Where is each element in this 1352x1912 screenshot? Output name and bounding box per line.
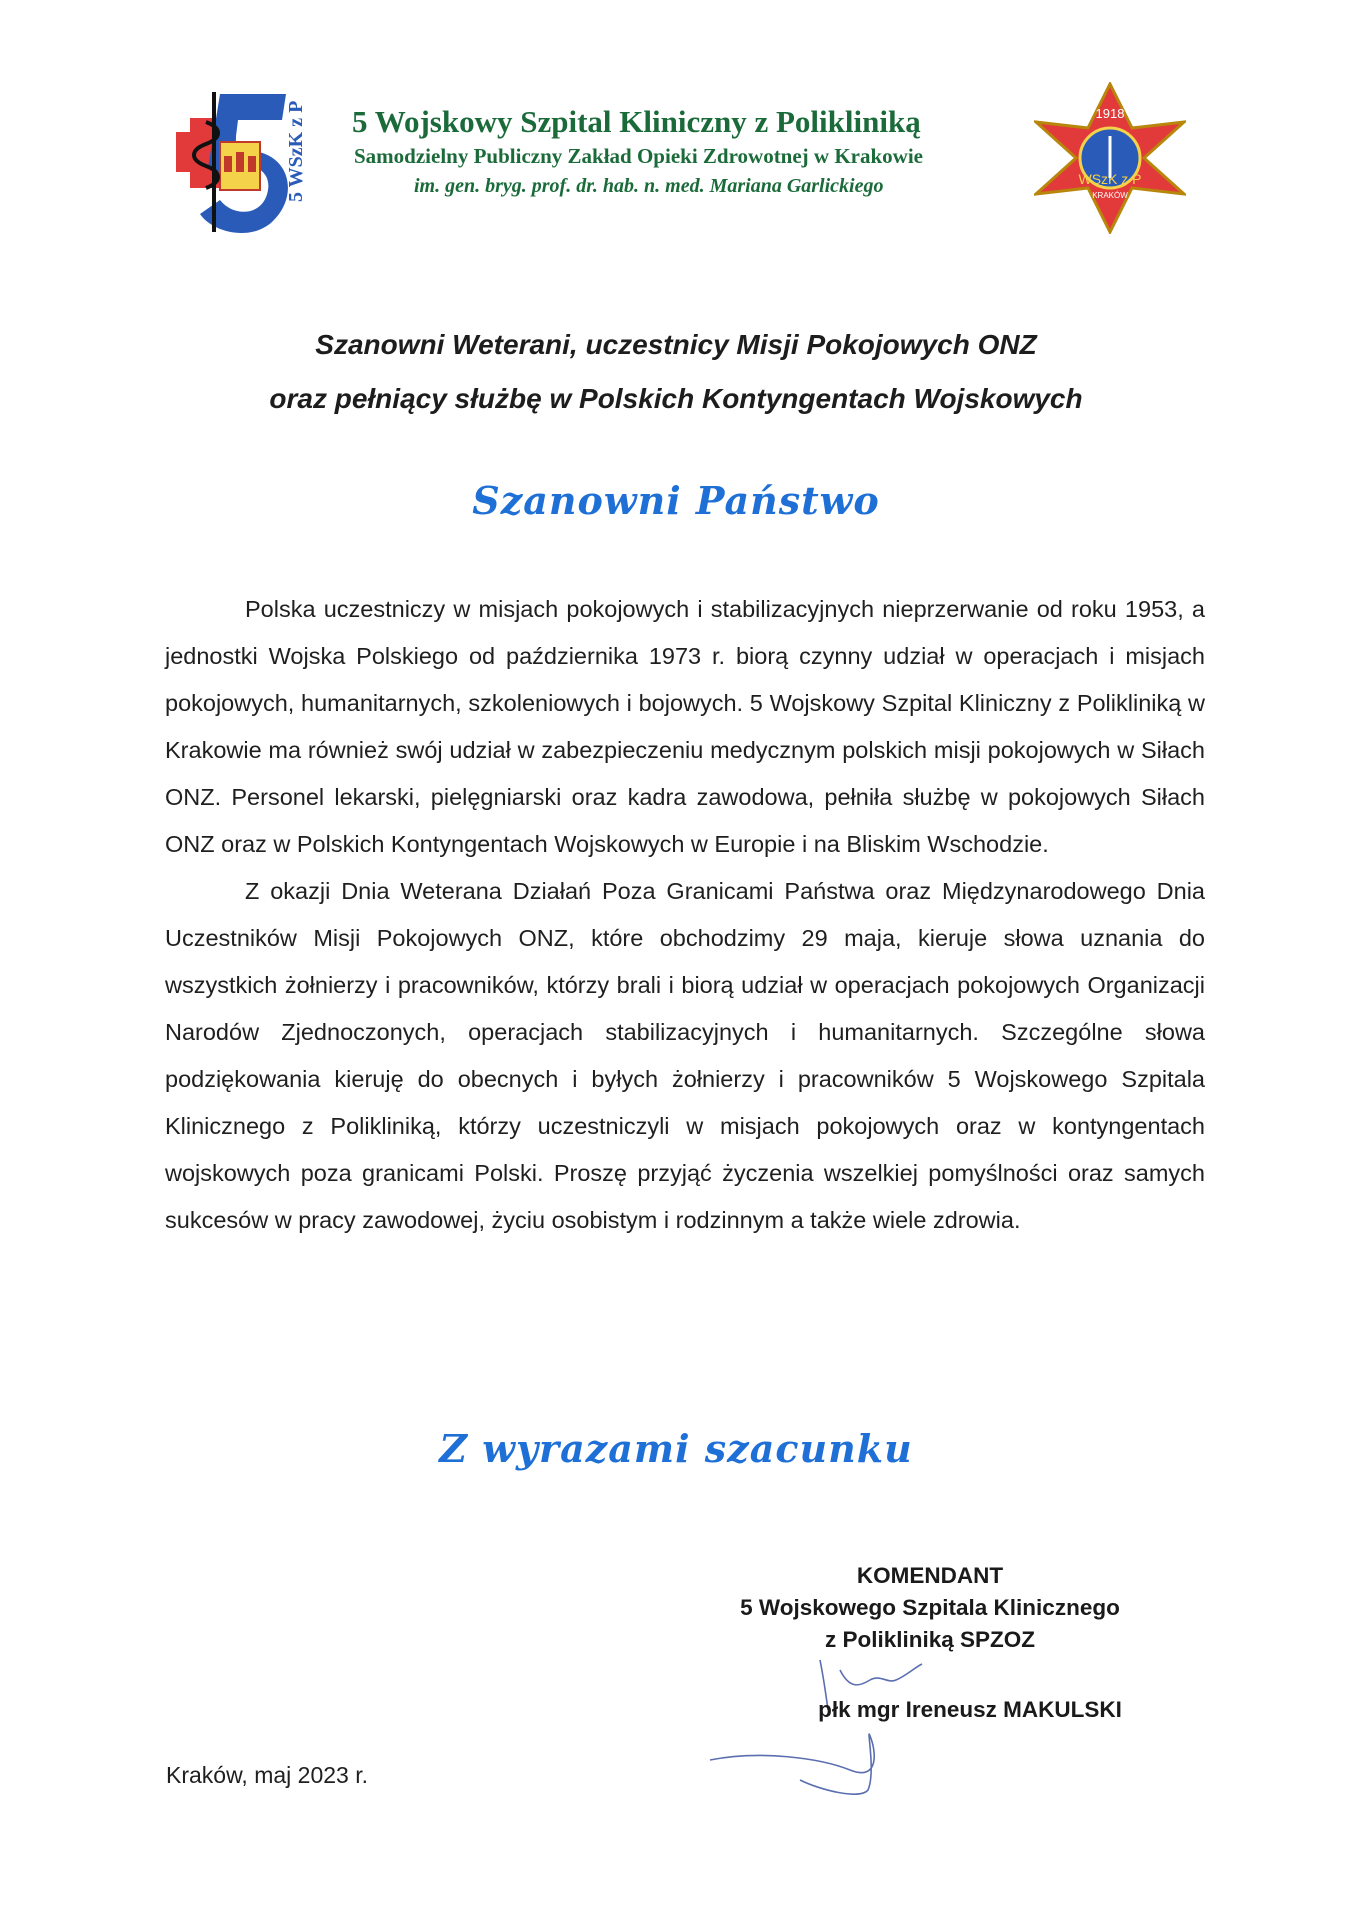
letter-body [165, 586, 1205, 1244]
closing-phrase: Z wyrazami szacunku [439, 1426, 913, 1471]
signature-unit-line-1: 5 Wojskowego Szpitala Klinicznego [740, 1595, 1120, 1620]
heading-line-2: oraz pełniący służbę w Polskich Kontyngentach Wojskowych [269, 383, 1083, 414]
body-paragraph-1: Polska uczestniczy w misjach pokojowych i stabilizacyjnych nieprzerwanie od roku 1953, a jednostki Wojska Polskiego od października 1973 r. biorą czynny udział w operacjach i misjach pokojowych, humanitarnych, szkoleniowych i bojowych. 5 Wojskowy Szpital Kliniczny z Polikliniką w Krakowie ma również swój udział w zabezpieczeniu medycznym polskich misji pokojowych w Siłach ONZ. Personel lekarski, pielęgniarski oraz kadra zawodowa, pełniła służbę w pokojowych Siłach ONZ oraz w Polskich Kontyngentach Wojskowych w Europie i na Bliskim Wschodzie. [165, 596, 1205, 857]
hospital-patron: im. gen. bryg. prof. dr. hab. n. med. Mariana Garlickiego [414, 175, 884, 197]
hospital-subtitle: Samodzielny Publiczny Zakład Opieki Zdrowotnej w Krakowie [354, 144, 923, 168]
logo-left-text: 5 WSzK z P [285, 100, 307, 202]
letter-date: Kraków, maj 2023 r. [166, 1762, 368, 1788]
emblem-year: 1918 [1095, 106, 1125, 121]
military-cross-emblem-icon [1034, 82, 1186, 234]
signature-block [640, 1560, 1220, 1726]
body-paragraph-2: Z okazji Dnia Weterana Działań Poza Granicami Państwa oraz Międzynarodowego Dnia Uczestników Misji Pokojowych ONZ, które obchodzimy 29 maja, kieruje słowa uznania do wszystkich żołnierzy i pracowników, którzy brali i biorą udział w operacjach pokojowych Organizacji Narodów Zjednoczonych, operacjach stabilizacyjnych i humanitarnych. Szczególne słowa podziękowania kieruję do obecnych i byłych żołnierzy i pracowników 5 Wojskowego Szpitala Klinicznego z Polikliniką, którzy uczestniczyli w misjach pokojowych oraz w kontyngentach wojskowych poza granicami Polski. Proszę przyjąć życzenia wszelkiej pomyślności oraz samych sukcesów w pracy zawodowej, życiu osobistym i rodzinnym a także wiele zdrowia. [165, 878, 1205, 1233]
signatory-name: płk mgr Ireneusz MAKULSKI [818, 1697, 1122, 1722]
emblem-abbr: WSzK z P [1078, 171, 1142, 187]
heading-line-1: Szanowni Weterani, uczestnicy Misji Pokojowych ONZ [315, 329, 1037, 360]
letterhead [352, 104, 1012, 200]
signature-title: KOMENDANT [856, 1563, 1004, 1588]
greeting: Szanowni Państwo [472, 478, 880, 523]
letter-heading [0, 318, 1352, 426]
hospital-name: 5 Wojskowy Szpital Kliniczny z Polikliniką [352, 104, 921, 139]
emblem-city: KRAKÓW [1092, 191, 1128, 200]
signature-unit-line-2: z Polikliniką SPZOZ [824, 1627, 1036, 1652]
hospital-logo-left-icon [176, 82, 326, 238]
